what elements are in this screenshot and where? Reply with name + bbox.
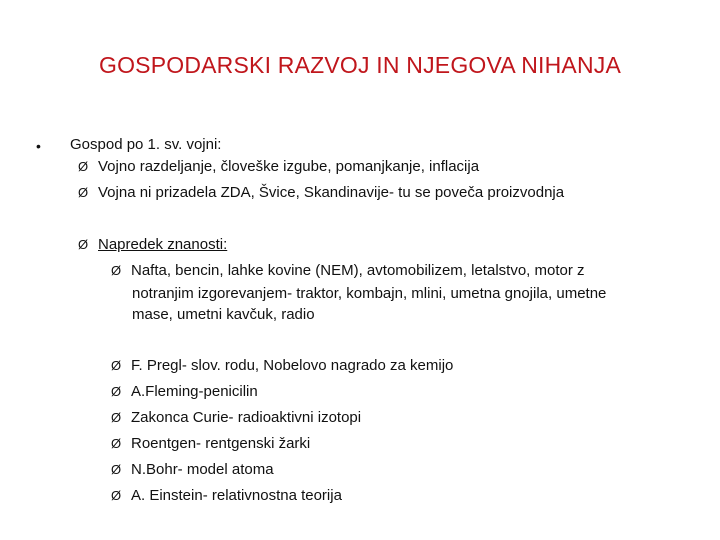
scientist-text: N.Bohr- model atoma bbox=[131, 461, 274, 478]
arrow-bullet-icon: Ø bbox=[111, 462, 122, 477]
arrow-bullet-icon: Ø bbox=[78, 159, 89, 174]
arrow-bullet-icon: Ø bbox=[111, 384, 122, 399]
arrow-bullet-icon: Ø bbox=[111, 263, 122, 278]
arrow-bullet-icon: Ø bbox=[78, 237, 89, 252]
sub-point bbox=[78, 158, 479, 176]
main-point: Gospod po 1. sv. vojni: bbox=[70, 136, 222, 153]
arrow-bullet-icon: Ø bbox=[78, 185, 89, 200]
progress-text-line: notranjim izgorevanjem- traktor, kombajn, mlini, umetna gnojila, umetne bbox=[132, 285, 607, 302]
arrow-bullet-icon: Ø bbox=[111, 488, 122, 503]
scientist-text: Roentgen- rentgenski žarki bbox=[131, 435, 311, 452]
progress-heading-text: Napredek znanosti: bbox=[98, 236, 228, 253]
scientist-item bbox=[111, 383, 258, 401]
scientist-item bbox=[111, 409, 361, 427]
sub-point-text: Vojna ni prizadela ZDA, Švice, Skandinavije- tu se poveča proizvodnja bbox=[98, 184, 565, 201]
scientist-item bbox=[111, 357, 453, 375]
bullet-dot-icon: • bbox=[36, 138, 41, 154]
scientist-item bbox=[111, 461, 274, 479]
scientist-text: A.Fleming-penicilin bbox=[131, 383, 258, 400]
arrow-bullet-icon: Ø bbox=[111, 358, 122, 373]
sub-point bbox=[78, 184, 564, 202]
progress-text-line: Nafta, bencin, lahke kovine (NEM), avtomobilizem, letalstvo, motor z bbox=[131, 262, 585, 279]
scientist-text: F. Pregl- slov. rodu, Nobelovo nagrado za kemijo bbox=[131, 357, 454, 374]
progress-heading bbox=[78, 236, 227, 254]
sub-point-text: Vojno razdeljanje, človeške izgube, pomanjkanje, inflacija bbox=[98, 158, 480, 175]
arrow-bullet-icon: Ø bbox=[111, 410, 122, 425]
arrow-bullet-icon: Ø bbox=[111, 436, 122, 451]
progress-item bbox=[111, 262, 585, 280]
slide-title: GOSPODARSKI RAZVOJ IN NJEGOVA NIHANJA bbox=[98, 52, 621, 78]
scientist-text: Zakonca Curie- radioaktivni izotopi bbox=[131, 409, 362, 426]
scientist-item bbox=[111, 435, 310, 453]
scientist-item bbox=[111, 487, 342, 505]
progress-text-line: mase, umetni kavčuk, radio bbox=[132, 306, 315, 323]
scientist-text: A. Einstein- relativnostna teorija bbox=[131, 487, 342, 504]
